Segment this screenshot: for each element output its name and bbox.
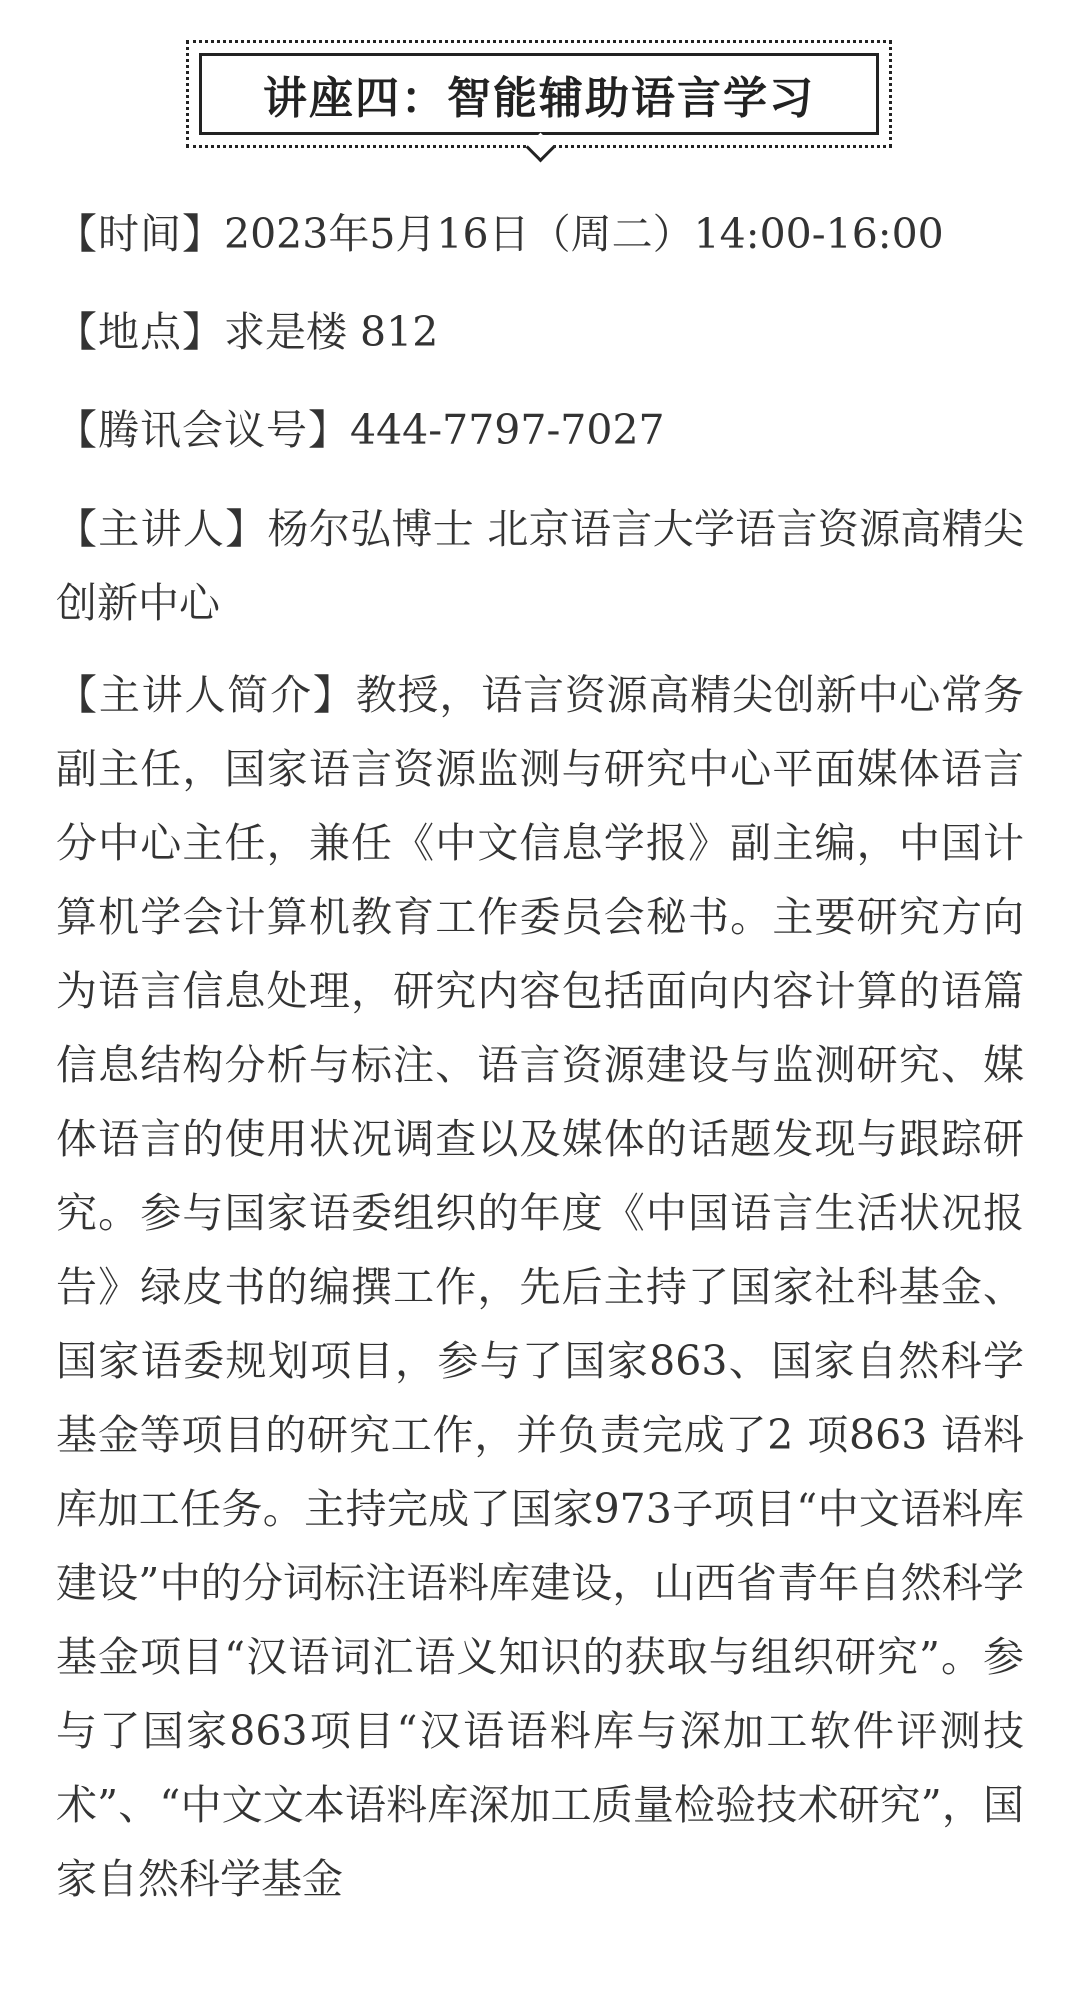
bio-label: 【主讲人简介】 [56, 671, 356, 719]
place-label: 【地点】 [56, 308, 224, 356]
time-row [56, 198, 1024, 270]
time-label: 【时间】 [56, 210, 224, 258]
lecture-title-frame [186, 40, 892, 148]
speaker-value: 杨尔弘博士 北京语言大学语言资源高精尖创新中心 [56, 505, 1025, 627]
speaker-label: 【主讲人】 [56, 505, 268, 553]
speaker-bio [56, 658, 1024, 1916]
place-row [56, 296, 1024, 368]
meeting-label: 【腾讯会议号】 [56, 406, 350, 454]
lecture-details [56, 198, 1024, 1934]
lecture-title-box [199, 53, 879, 135]
lecture-title: 讲座四：智能辅助语言学习 [263, 73, 815, 124]
time-value: 2023年5月16日（周二）14:00-16:00 [224, 210, 944, 258]
title-pointer-icon [526, 133, 556, 163]
place-value: 求是楼 812 [224, 308, 439, 356]
bio-text: 教授，语言资源高精尖创新中心常务副主任，国家语言资源监测与研究中心平面媒体语言分中心主任，兼任《中文信息学报》副主编，中国计算机学会计算机教育工作委员会秘书。主要研究方向为语言信息处理，研究内容包括面向内容计算的语篇信息结构分析与标注、语言资源建设与监测研究、媒体语言的使用状况调查以及媒体的话题发现与跟踪研究。参与国家语委组织的年度《中国语言生活状况报告》绿皮书的编撰工作，先后主持了国家社科基金、国家语委规划项目，参与了国家863、国家自然科学基金等项目的研究工作，并负责完成了2 项863 语料库加工任务。主持完成了国家973子项目“中文语料库建设”中的分词标注语料库建设，山西省青年自然科学基金项目“汉语词汇语义知识的获取与组织研究”。参与了国家863项目“汉语语料库与深加工软件评测技术”、“中文文本语料库深加工质量检验技术研究”，国家自然科学基金 [56, 671, 1025, 1903]
speaker-row [56, 492, 1024, 640]
meeting-row [56, 394, 1024, 466]
meeting-value: 444-7797-7027 [350, 406, 665, 454]
